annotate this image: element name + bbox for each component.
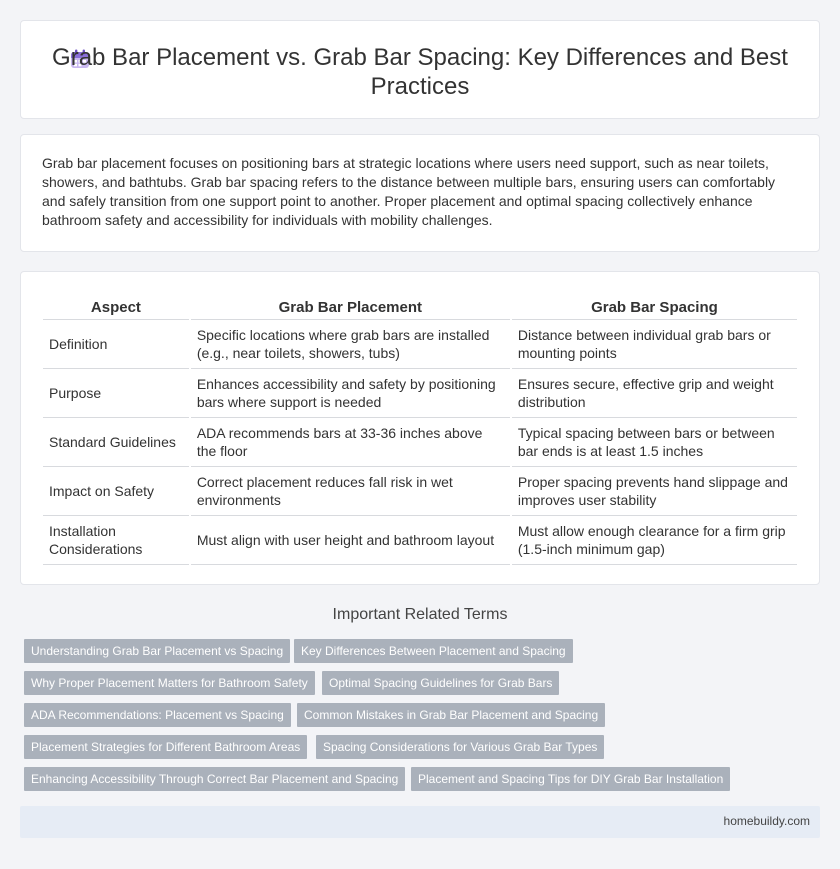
column-header-spacing: Grab Bar Spacing	[512, 294, 797, 320]
row-spacing-cell: Distance between individual grab bars or mounting points	[512, 320, 797, 369]
row-aspect-cell: Impact on Safety	[43, 467, 189, 516]
related-term-tag[interactable]: ADA Recommendations: Placement vs Spacing	[24, 703, 291, 727]
intro-card	[20, 134, 820, 252]
column-header-placement: Grab Bar Placement	[191, 294, 510, 320]
column-header-aspect: Aspect	[43, 294, 189, 320]
footer-site-link[interactable]: homebuildy.com	[723, 814, 810, 828]
related-terms-heading: Important Related Terms	[332, 606, 508, 623]
related-term-tag[interactable]: Enhancing Accessibility Through Correct Bar Placement and Spacing	[24, 767, 405, 791]
table-row	[43, 418, 797, 467]
table-row	[43, 369, 797, 418]
related-term-tag[interactable]: Placement Strategies for Different Bathroom Areas	[24, 735, 307, 759]
row-placement-cell: Specific locations where grab bars are installed (e.g., near toilets, showers, tubs)	[191, 320, 510, 369]
row-spacing-cell: Typical spacing between bars or between bar ends is at least 1.5 inches	[512, 418, 797, 467]
row-placement-cell: Correct placement reduces fall risk in wet environments	[191, 467, 510, 516]
table-row	[43, 467, 797, 516]
related-term-tag[interactable]: Common Mistakes in Grab Bar Placement and Spacing	[297, 703, 605, 727]
related-term-tag[interactable]: Placement and Spacing Tips for DIY Grab Bar Installation	[411, 767, 730, 791]
comparison-table	[41, 294, 799, 565]
related-term-tag[interactable]: Optimal Spacing Guidelines for Grab Bars	[322, 671, 559, 695]
row-aspect-cell: Definition	[43, 320, 189, 369]
row-spacing-cell: Ensures secure, effective grip and weight distribution	[512, 369, 797, 418]
related-term-tag[interactable]: Why Proper Placement Matters for Bathroom Safety	[24, 671, 315, 695]
row-aspect-cell: Purpose	[43, 369, 189, 418]
table-header-row	[43, 294, 797, 320]
row-aspect-cell: Installation Considerations	[43, 516, 189, 565]
row-placement-cell: Must align with user height and bathroom layout	[191, 516, 510, 565]
table-row	[43, 516, 797, 565]
related-term-tag[interactable]: Key Differences Between Placement and Spacing	[294, 639, 573, 663]
footer	[20, 806, 820, 838]
row-placement-cell: Enhances accessibility and safety by positioning bars where support is needed	[191, 369, 510, 418]
header-card	[20, 20, 820, 119]
page-title: Grab Bar Placement vs. Grab Bar Spacing: Key Differences and Best Practices	[52, 44, 788, 100]
row-spacing-cell: Must allow enough clearance for a firm grip (1.5-inch minimum gap)	[512, 516, 797, 565]
related-term-tag[interactable]: Understanding Grab Bar Placement vs Spacing	[24, 639, 290, 663]
row-spacing-cell: Proper spacing prevents hand slippage and improves user stability	[512, 467, 797, 516]
table-row	[43, 320, 797, 369]
related-term-tag[interactable]: Spacing Considerations for Various Grab Bar Types	[316, 735, 604, 759]
intro-paragraph: Grab bar placement focuses on positioning bars at strategic locations where users need support, such as near toilets, showers, and bathtubs. Grab bar spacing refers to the distance between multiple bars, ensuring users can comfortably and safely transition from one support point to another. Proper placement and optimal spacing collectively enhance bathroom safety and accessibility for individuals with mobility challenges.	[42, 155, 776, 228]
row-placement-cell: ADA recommends bars at 33-36 inches above the floor	[191, 418, 510, 467]
comparison-table-card	[20, 271, 820, 585]
row-aspect-cell: Standard Guidelines	[43, 418, 189, 467]
